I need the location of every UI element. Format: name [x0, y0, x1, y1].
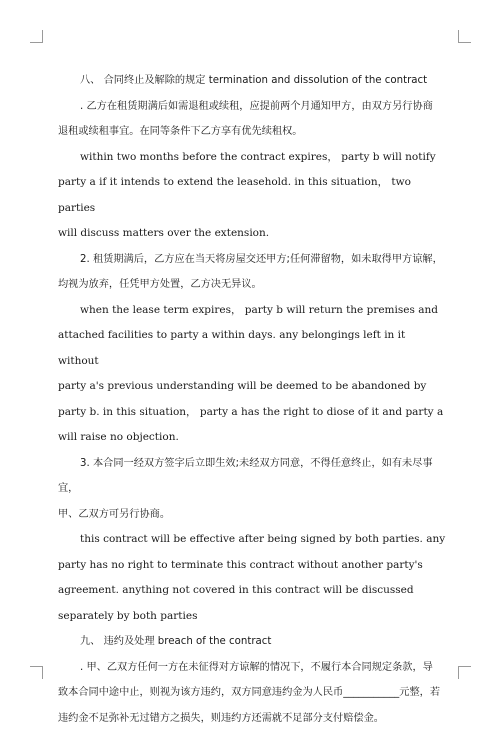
paragraph-p3en-line-3: agreement. anything not covered in this contract will be discussed: [58, 578, 448, 604]
crop-mark-bottom-left: [30, 666, 43, 679]
paragraph-p2zh-line-1: 2. 租赁期满后，乙方应在当天将房屋交还甲方;任何滞留物，如未取得甲方谅解，: [58, 247, 448, 273]
paragraph-p2en-line-3: party a's previous understanding will be deemed to be abandoned by: [58, 374, 448, 400]
paragraph-p2en-line-5: will raise no objection.: [58, 425, 448, 451]
paragraph-p3en-line-2: party has no right to terminate this contract without another party's: [58, 553, 448, 579]
paragraph-p1en-line-2: party a if it intends to extend the leasehold. in this situation， two parties: [58, 170, 448, 221]
document-body: [58, 68, 448, 731]
paragraph-p2en-line-1: when the lease term expires， party b will return the premises and: [58, 298, 448, 324]
paragraph-h9-line-1: 九、 违约及处理 breach of the contract: [58, 629, 448, 655]
paragraph-p1zh-line-1: . 乙方在租赁期满后如需退租或续租，应提前两个月通知甲方，由双方另行协商: [58, 94, 448, 120]
paragraph-p1en-line-3: will discuss matters over the extension.: [58, 221, 448, 247]
paragraph-p3zh-line-1: 3. 本合同一经双方签字后立即生效;未经双方同意，不得任意终止，如有未尽事宜，: [58, 451, 448, 502]
paragraph-p3zh-line-2: 甲、乙双方可另行协商。: [58, 502, 448, 528]
crop-mark-bottom-right: [458, 666, 471, 679]
paragraph-p3en-line-1: this contract will be effective after being signed by both parties. any: [58, 527, 448, 553]
paragraph-p1en-line-1: within two months before the contract expires， party b will notify: [58, 145, 448, 171]
paragraph-p2zh-line-2: 均视为放弃，任凭甲方处置，乙方决无异议。: [58, 272, 448, 298]
paragraph-p4zh-line-1: . 甲、乙双方任何一方在未征得对方谅解的情况下，不履行本合同规定条款，导: [58, 655, 448, 681]
paragraph-p2en-line-2: attached facilities to party a within days. any belongings left in it without: [58, 323, 448, 374]
paragraph-p4zh-line-3: 违约金不足弥补无过错方之损失，则违约方还需就不足部分支付赔偿金。: [58, 706, 448, 731]
paragraph-h8-line-1: 八、 合同终止及解除的规定 termination and dissolution of the contract: [58, 68, 448, 94]
paragraph-p4zh-line-2: 致本合同中途中止，则视为该方违约，双方同意违约金为人民币___________元整，若: [58, 680, 448, 706]
paragraph-p3en-line-4: separately by both parties: [58, 604, 448, 630]
paragraph-p2en-line-4: party b. in this situation， party a has the right to diose of it and party a: [58, 400, 448, 426]
crop-mark-top-right: [458, 30, 471, 43]
paragraph-p1zh-line-2: 退租或续租事宜。在同等条件下乙方享有优先续租权。: [58, 119, 448, 145]
crop-mark-top-left: [30, 30, 43, 43]
